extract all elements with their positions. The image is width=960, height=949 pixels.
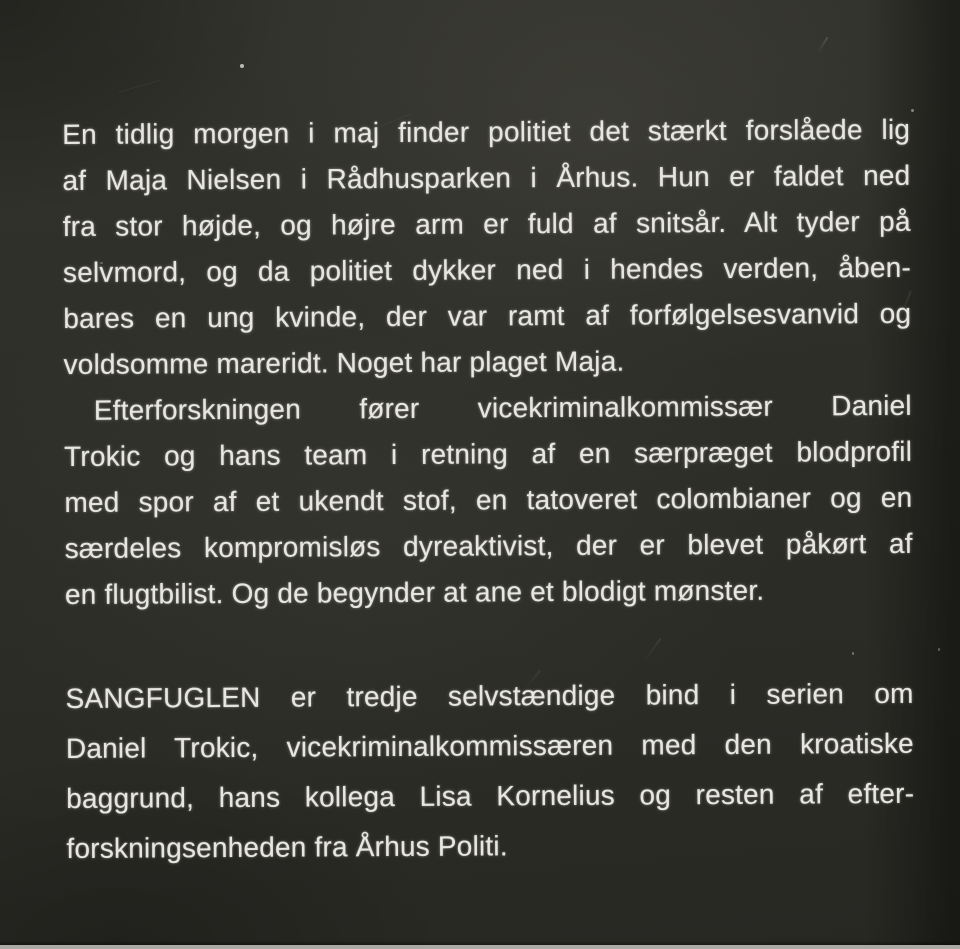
blurb-line: Efterforskningen fører vicekriminalkommissær Daniel — [93, 389, 912, 426]
blurb-line: Daniel Trokic, vicekriminalkommissæren med den kroatiske — [65, 727, 914, 764]
blurb-line: Trokic og hans team i retning af en særpræget blodprofil — [64, 435, 913, 472]
dust-speck — [852, 652, 854, 655]
blurb-paragraph-3 — [65, 669, 914, 874]
blurb-line: særdeles kompromisløs dyreaktivist, der er blevet påkørt af — [64, 527, 913, 564]
blurb-line: bares en ung kvinde, der var ramt af forfølgelsesvanvid og — [63, 297, 912, 334]
blurb-line: baggrund, hans kollega Lisa Kornelius og resten af efter- — [66, 777, 915, 814]
photo-bottom-edge — [0, 945, 960, 949]
blurb-line: en flugtbilist. Og de begynder at ane et blodigt mønster. — [64, 574, 765, 610]
blurb-line: En tidlig morgen i maj finder politiet det stærkt forslåede lig — [62, 113, 911, 150]
blurb-line: selvmord, og da politiet dykker ned i hendes verden, åben- — [62, 251, 912, 288]
blurb-line: forskningsenheden fra Århus Politi. — [66, 830, 508, 864]
blurb-line: voldsomme mareridt. Noget har plaget Maja. — [63, 345, 625, 380]
scratch-mark — [119, 80, 160, 93]
scratch-mark — [818, 37, 829, 52]
dust-speck — [100, 262, 103, 264]
blurb-line: af Maja Nielsen i Rådhusparken i Århus. Hun er faldet ned — [62, 159, 911, 196]
blurb-line: fra stor højde, og højre arm er fuld af snitsår. Alt tyder på — [62, 205, 911, 242]
dust-speck — [240, 64, 244, 68]
blurb-paragraph-1 — [62, 107, 912, 388]
blurb-line: SANGFUGLEN er tredje selvstændige bind i serien om — [65, 677, 914, 714]
dust-speck — [938, 648, 940, 651]
dust-speck — [911, 109, 914, 112]
blurb-line: med spor af et ukendt stof, en tatoveret colombianer og en — [64, 481, 913, 518]
blurb-text-block — [62, 107, 915, 874]
blurb-paragraph-2 — [64, 383, 913, 618]
